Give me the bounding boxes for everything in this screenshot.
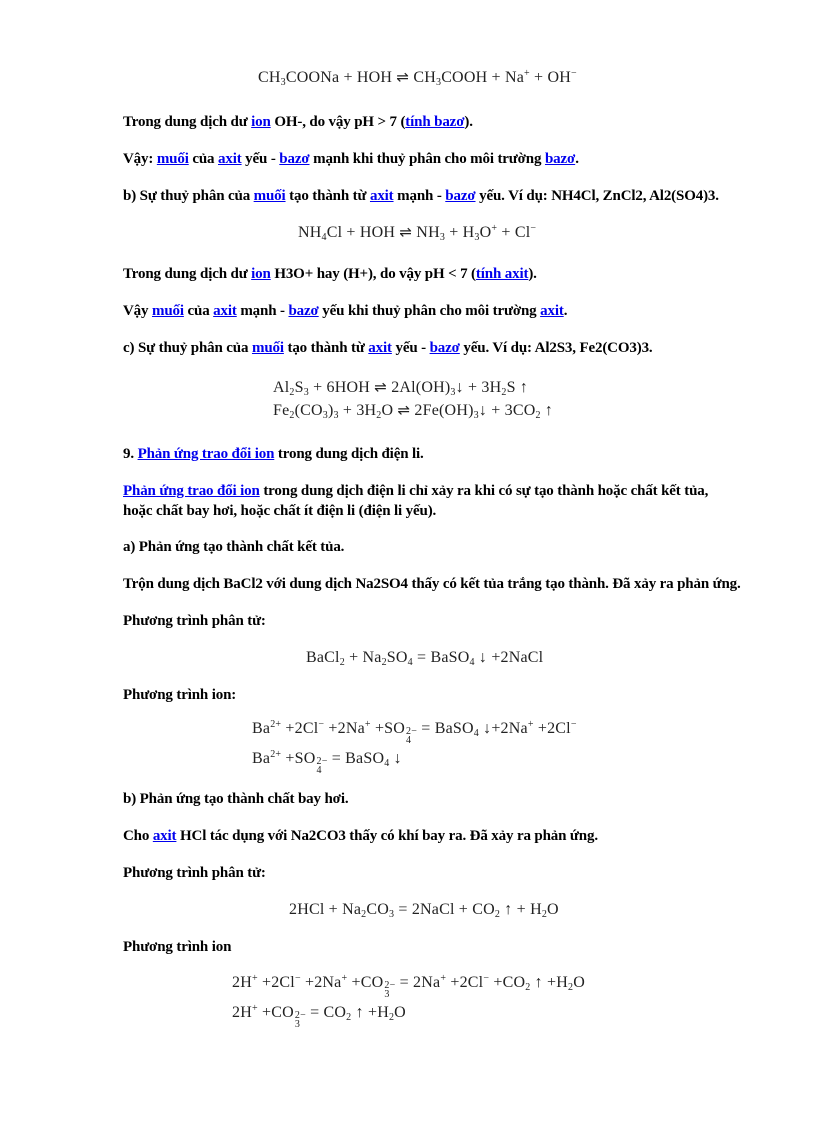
link-axit[interactable]: axit [213, 303, 237, 319]
equation-hydrolysis-ch3coona: $CH_3COONa$ + HOH ⇌ $CH_3COOH + Na^+ + OH^-$ [258, 68, 577, 88]
paragraph-ion-exchange-conditions: Phản ứng trao đổi ion trong dung dịch điện li chỉ xảy ra khi có sự tạo thành hoặc chất kết tủa, hoặc chất bay hơi, hoặc chất ít điện li (điện li yếu). [123, 483, 709, 519]
paragraph-section-b-hydrolysis: b) Sự thuỷ phân của muối tạo thành từ axit mạnh - bazơ yếu. Ví dụ: NH4Cl, ZnCl2, Al2(SO4)3. [123, 188, 719, 204]
link-bazo[interactable]: bazơ [445, 188, 476, 204]
link-muoi[interactable]: muối [156, 151, 189, 167]
link-muoi[interactable]: muối [151, 303, 184, 319]
link-axit[interactable]: axit [218, 151, 242, 167]
equation-ionic-full-baso4: $Ba^{2+} +2Cl^- +2Na^+ +SO$ 2− 4 = BaSO$_4$ ↓+2Na+ +2Cl− [252, 719, 577, 746]
link-tinh-bazo[interactable]: tính bazơ [405, 114, 465, 130]
link-phan-ung-trao-doi-ion[interactable]: Phản ứng trao đổi ion [123, 483, 260, 499]
paragraph-basic-solution: Trong dung dịch dư ion OH-, do vậy pH > 7 (tính bazơ). [123, 114, 473, 130]
link-bazo[interactable]: bazơ [429, 340, 460, 356]
link-bazo[interactable]: bazơ [279, 151, 310, 167]
link-ion[interactable]: ion [251, 266, 271, 282]
subheading-precipitate: a) Phản ứng tạo thành chất kết tủa. [123, 539, 345, 555]
label-ionic-equation: Phương trình ion: [123, 687, 237, 703]
link-ion[interactable]: ion [251, 114, 271, 130]
link-muoi[interactable]: muối [253, 188, 286, 204]
paragraph-hcl-na2co3: Cho axit HCl tác dụng với Na2CO3 thấy có khí bay ra. Đã xảy ra phản ứng. [123, 828, 598, 844]
label-ionic-equation: Phương trình ion [123, 939, 232, 955]
paragraph-section-c-hydrolysis: c) Sự thuỷ phân của muối tạo thành từ axit yếu - bazơ yếu. Ví dụ: Al2S3, Fe2(CO3)3. [123, 340, 653, 356]
paragraph-bacl2-na2so4: Trộn dung dịch BaCl2 với dung dịch Na2SO4 thấy có kết tủa trắng tạo thành. Đã xảy ra phản ứng. [123, 576, 741, 592]
equation-ionic-short-co2: 2H+ +CO 2− 3 = $CO_2$ ↑ $+H_2O$ [232, 1003, 406, 1030]
equation-molecular-bacl2: BaCl$_2$ + $Na_2SO_4$ = BaSO$_4$ ↓ +2NaCl [306, 649, 544, 668]
link-muoi[interactable]: muối [251, 340, 284, 356]
link-axit[interactable]: axit [152, 828, 177, 844]
equation-hydrolysis-al2s3: $Al_2S_3 + 6HOH$ ⇌ $2Al(OH)_3↓ + 3H_2S$ ↑ [273, 378, 529, 398]
paragraph-acidic-solution: Trong dung dịch dư ion H3O+ hay (H+), do vậy pH < 7 (tính axit). [123, 266, 537, 282]
link-axit[interactable]: axit [369, 188, 394, 204]
paragraph-conclusion-basic: Vậy: muối của axit yếu - bazơ mạnh khi thuỷ phân cho môi trường bazơ. [123, 151, 579, 167]
link-tinh-axit[interactable]: tính axit [475, 266, 529, 282]
paragraph-conclusion-acidic: Vậy muối của axit mạnh - bazơ yếu khi thuỷ phân cho môi trường axit. [123, 303, 568, 319]
label-molecular-equation: Phương trình phân tử: [123, 613, 266, 629]
link-axit[interactable]: axit [540, 303, 564, 319]
equation-ionic-short-baso4: $Ba^{2+} +SO$ 2− 4 = BaSO$_4$ ↓ [252, 749, 402, 776]
equation-ionic-full-co2: 2H+ +2Cl− +2Na+ +CO 2− 3 = $2Na^+ +2Cl^- +CO_2$ ↑ $+H_2O$ [232, 973, 585, 1000]
link-bazo[interactable]: bazơ [544, 151, 576, 167]
equation-hydrolysis-fe2co33: $Fe_2(CO_3)_3 + 3H_2O$ ⇌ $2Fe(OH)_3↓ + 3CO_2$ ↑ [273, 401, 554, 421]
link-phan-ung-trao-doi-ion[interactable]: Phản ứng trao đổi ion [137, 446, 275, 462]
label-molecular-equation: Phương trình phân tử: [123, 865, 266, 881]
equation-hydrolysis-nh4cl: $NH_4Cl$ + HOH ⇌ $NH_3 + H_3O^+ + Cl^-$ [298, 223, 537, 243]
subheading-gas: b) Phản ứng tạo thành chất bay hơi. [123, 791, 349, 807]
link-axit[interactable]: axit [368, 340, 392, 356]
section-heading-ion-exchange: 9. Phản ứng trao đổi ion trong dung dịch điện li. [123, 446, 424, 462]
link-bazo[interactable]: bazơ [288, 303, 319, 319]
equation-molecular-hcl-na2co3: $2HCl + Na_2CO_3$ = 2NaCl + $CO_2$ ↑ + $H_2O$ [289, 901, 559, 920]
